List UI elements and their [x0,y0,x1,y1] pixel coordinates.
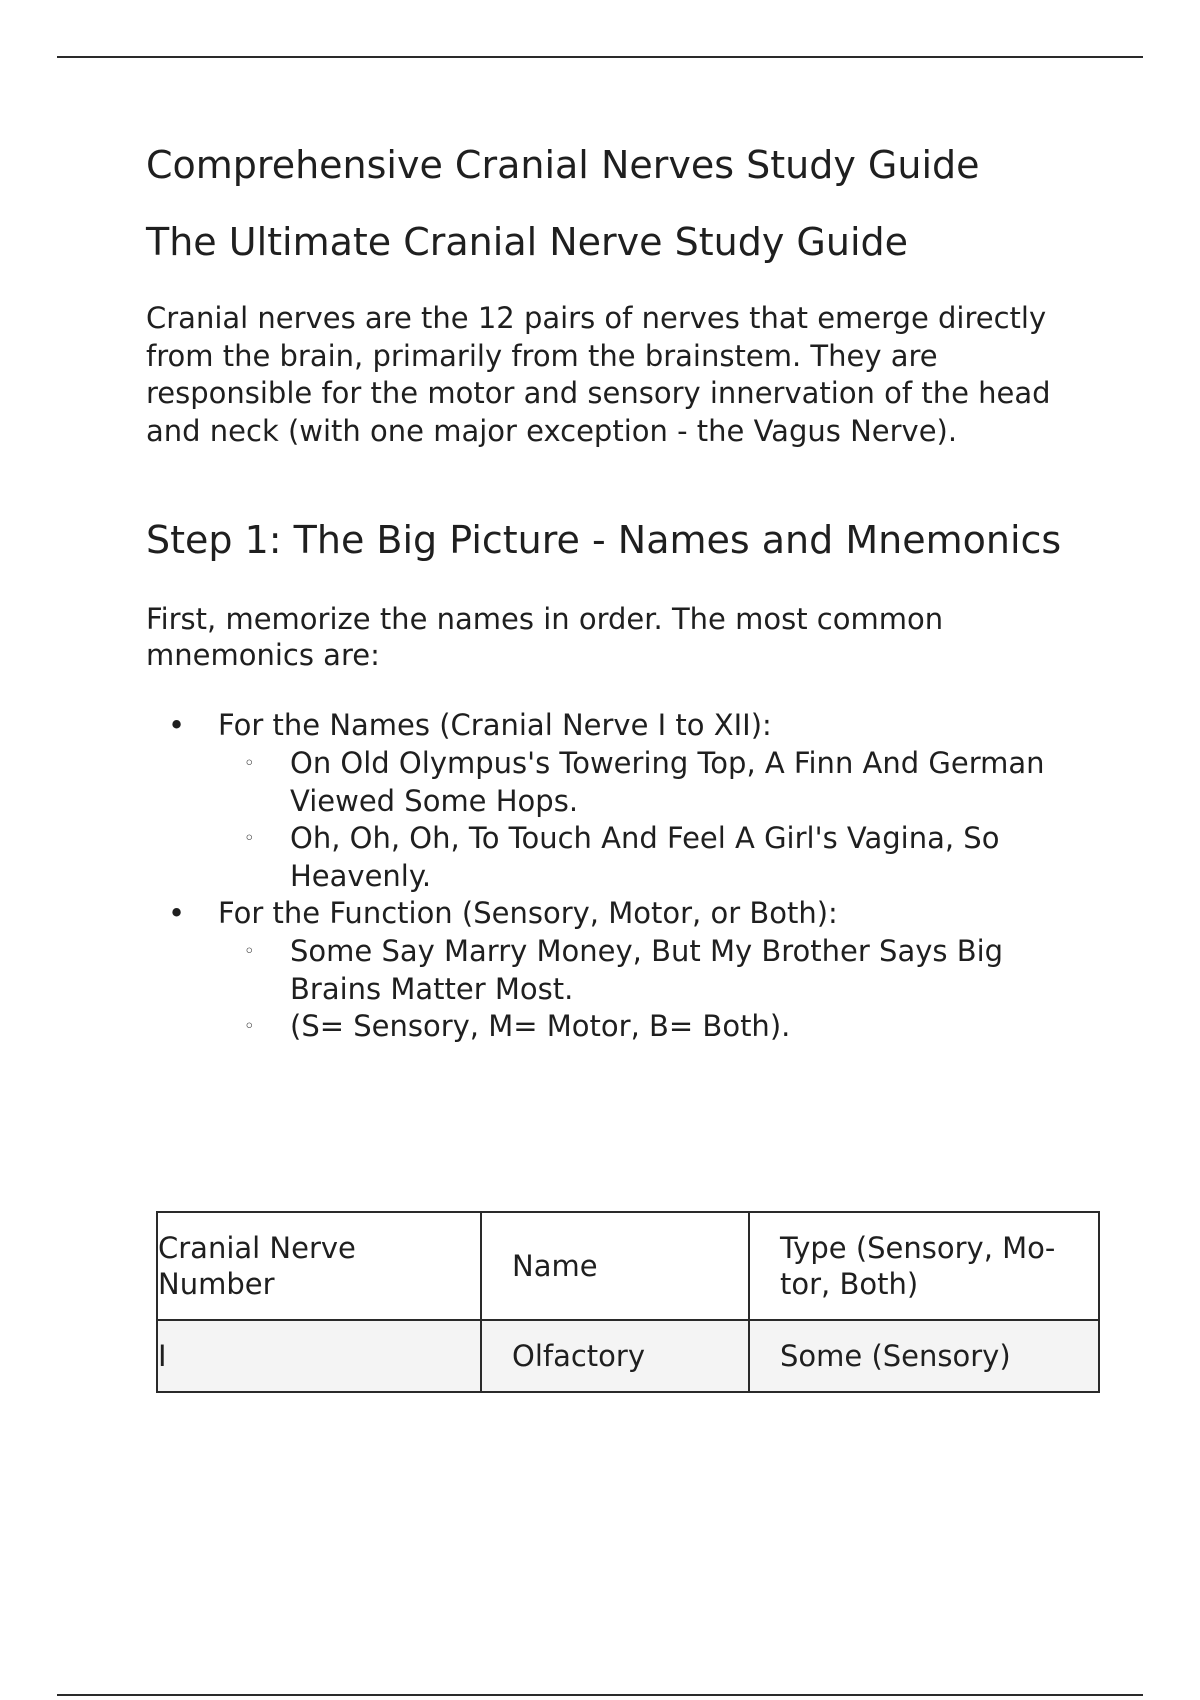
page-top-rule [57,56,1143,58]
list-item [218,933,1086,1008]
circle-bullet-icon: ◦ [244,940,255,962]
circle-bullet-icon: ◦ [244,1016,255,1038]
document-subtitle: The Ultimate Cranial Nerve Study Guide [146,220,909,264]
mnemonic-text: On Old Olympus's Towering Top, A Finn And German Viewed Some Hops. [290,745,1045,818]
circle-bullet-icon: ◦ [244,828,255,850]
bullet-icon: • [168,708,186,743]
bullet-icon: • [168,896,186,931]
intro-paragraph: Cranial nerves are the 12 pairs of nerves that emerge directly from the brain, primarily from the brainstem. They are responsible for the motor and sensory innervation of the head and neck (with one major exception - the Vagus Nerve). [146,301,1051,448]
mnemonic-text: Oh, Oh, Oh, To Touch And Feel A Girl's Vagina, So Heavenly. [290,821,1000,893]
cranial-nerve-table [156,1211,1100,1393]
step1-heading: Step 1: The Big Picture - Names and Mnemonics [146,518,1062,563]
list-item-label: For the Names (Cranial Nerve I to XII): [218,708,772,743]
list-item [146,707,1086,895]
circle-bullet-icon: ◦ [244,752,255,774]
header-cell-number: Cranial Nerve Number [157,1212,481,1320]
sub-list [218,745,1086,895]
mnemonic-text: Some Say Marry Money, But My Brother Says Big Brains Matter Most. [290,933,1004,1006]
document-title: Comprehensive Cranial Nerves Study Guide [146,143,980,187]
page-bottom-rule [57,1694,1143,1696]
list-item [218,820,1086,895]
cell-name: Olfactory [481,1320,749,1392]
header-cell-name: Name [481,1212,749,1320]
table-header-row [157,1212,1099,1320]
list-item [218,1008,1086,1046]
document-body [146,140,1086,1046]
cell-type: Some (Sensory) [749,1320,1099,1392]
table-row [157,1320,1099,1392]
mnemonic-list [146,707,1086,1045]
step1-intro: First, memorize the names in order. The most common mnemonics are: [146,602,944,673]
list-item-label: For the Function (Sensory, Motor, or Both): [218,896,838,931]
sub-list [218,933,1086,1046]
header-cell-type: Type (Sensory, Motor, Both) [749,1212,1099,1320]
list-item [218,745,1086,820]
cell-number: I [157,1320,481,1392]
mnemonic-text: (S= Sensory, M= Motor, B= Both). [290,1009,791,1044]
list-item [146,895,1086,1045]
